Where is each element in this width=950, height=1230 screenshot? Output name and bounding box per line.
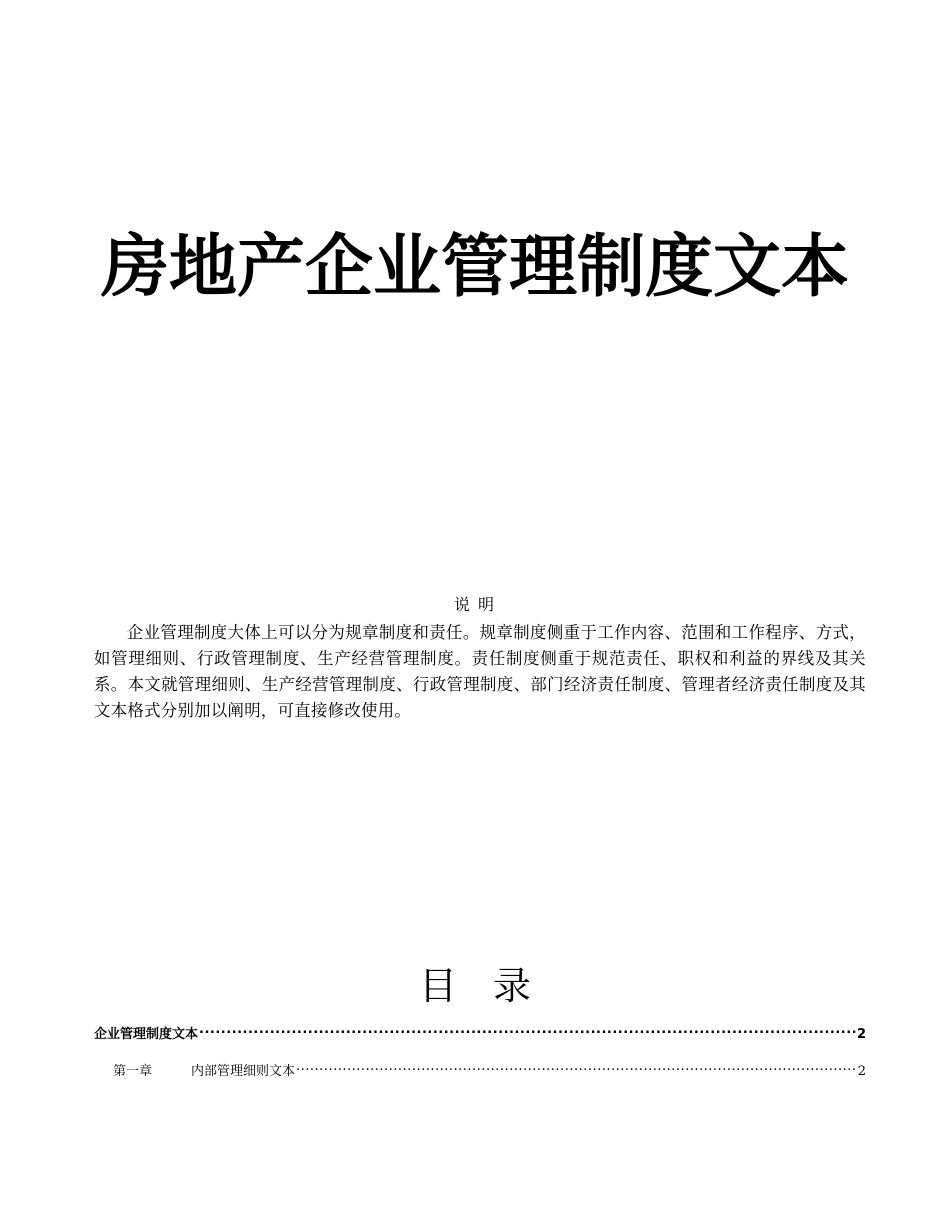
toc-entry-page: 2 bbox=[857, 1064, 866, 1079]
toc-heading: 目录 bbox=[418, 964, 567, 1008]
toc-dot-leader bbox=[296, 1061, 857, 1075]
toc-entry[interactable] bbox=[113, 1061, 866, 1082]
toc-dot-leader bbox=[199, 1024, 856, 1038]
toc-entry-page: 2 bbox=[856, 1027, 866, 1042]
document-title: 房地产企业管理制度文本 bbox=[100, 227, 849, 307]
toc-entry-chapter: 第一章 bbox=[113, 1064, 153, 1079]
toc-entry-label: 内部管理细则文本 bbox=[191, 1064, 296, 1079]
note-body: 企业管理制度大体上可以分为规章制度和责任。规章制度侧重于工作内容、范围和工作程序、方式，如管理细则、行政管理制度、生产经营管理制度。责任制度侧重于规范责任、职权和利益的界线及其关系。本文就管理细则、生产经营管理制度、行政管理制度、部门经济责任制度、管理者经济责任制度及其文本格式分别加以阐明，可直接修改使用。 bbox=[94, 623, 866, 720]
toc-entry-label: 企业管理制度文本 bbox=[94, 1027, 199, 1042]
note-heading: 说明 bbox=[453, 595, 502, 614]
toc-entry[interactable] bbox=[94, 1024, 866, 1045]
